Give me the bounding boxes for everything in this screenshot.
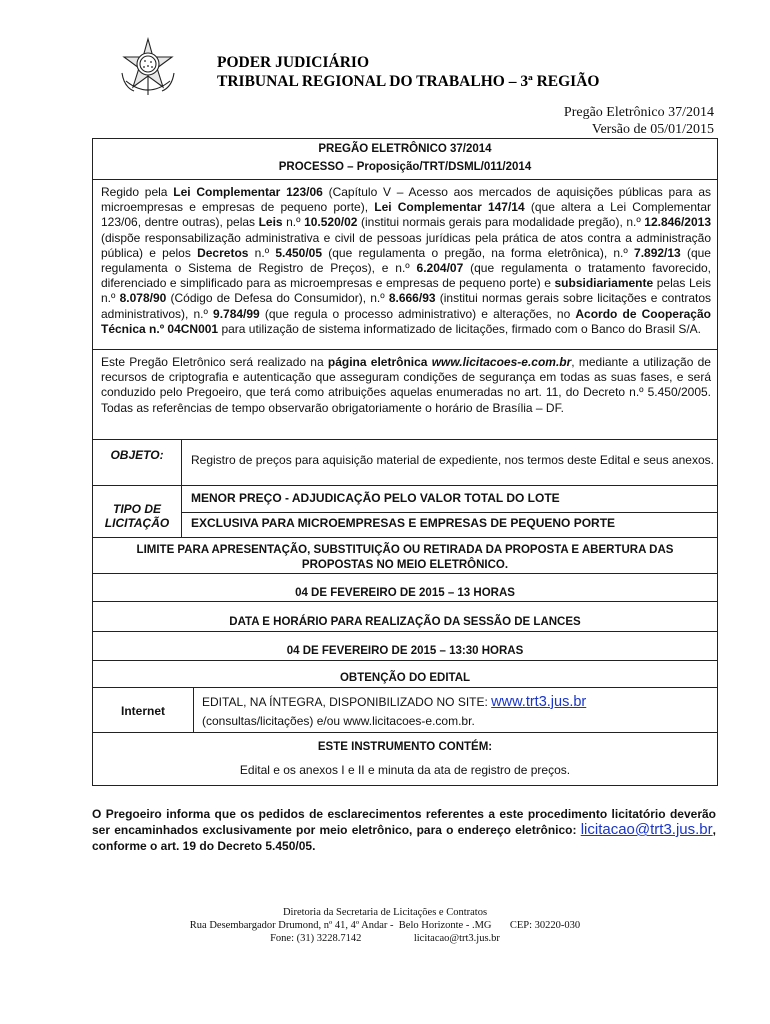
tipo-label-line-1: TIPO DE bbox=[112, 502, 161, 516]
letterhead bbox=[118, 37, 718, 97]
tipo-divider bbox=[182, 512, 717, 513]
internet-subtext: (consultas/licitações) e/ou www.licitacoes-e.com.br. bbox=[202, 714, 475, 728]
internet-text-label: EDITAL, NA ÍNTEGRA, DISPONIBILIZADO NO SITE: bbox=[202, 695, 492, 709]
objeto-row bbox=[93, 439, 717, 485]
letterhead-line-2: TRIBUNAL REGIONAL DO TRABALHO – 3ª REGIÃO bbox=[217, 73, 600, 90]
footer-line-1: Diretoria da Secretaria de Licitações e Contratos bbox=[282, 907, 488, 918]
notice-tail: , conforme o art. 19 do Decreto 5.450/05. bbox=[92, 823, 716, 853]
notice-text: O Pregoeiro informa que os pedidos de esclarecimentos referentes a este procedimento licitatório deverão ser encaminhados exclusivamente por meio eletrônico, para o endereço eletrônico: bbox=[92, 807, 716, 837]
reference-line-2: Versão de 05/01/2015 bbox=[591, 122, 714, 137]
instrumento-row bbox=[93, 732, 717, 786]
session-date: 04 DE FEVEREIRO DE 2015 – 13:30 HORAS bbox=[93, 631, 717, 660]
clarification-notice bbox=[92, 806, 716, 854]
instrumento-text: Edital e os anexos I e II e minuta da ata de registro de preços. bbox=[239, 763, 571, 777]
trt3-site-link[interactable]: www.trt3.jus.br bbox=[491, 694, 587, 710]
objeto-label: OBJETO: bbox=[110, 448, 164, 462]
tipo-text-1: MENOR PREÇO - ADJUDICAÇÃO PELO VALOR TOTAL DO LOTE bbox=[191, 491, 560, 505]
obtencao-heading: OBTENÇÃO DO EDITAL bbox=[93, 660, 717, 687]
tipo-text-2: EXCLUSIVA PARA MICROEMPRESAS E EMPRESAS DE PEQUENO PORTE bbox=[191, 516, 616, 530]
tipo-label-line-2: LICITAÇÃO bbox=[104, 516, 170, 530]
label-column-divider bbox=[181, 439, 182, 537]
tipo-licitacao-row bbox=[93, 485, 717, 537]
platform-section bbox=[93, 349, 717, 439]
tipo-licitacao-label bbox=[93, 502, 181, 530]
box-title-line-2: PROCESSO – Proposição/TRT/DSML/011/2014 bbox=[278, 161, 532, 173]
proposal-date: 04 DE FEVEREIRO DE 2015 – 13 HORAS bbox=[93, 573, 717, 601]
box-title-line-1: PREGÃO ELETRÔNICO 37/2014 bbox=[318, 143, 492, 155]
letterhead-title bbox=[217, 53, 599, 91]
internet-label: Internet bbox=[120, 704, 165, 718]
coat-of-arms-icon bbox=[118, 37, 178, 97]
limite-line-2: PROPOSTAS NO MEIO ELETRÔNICO. bbox=[301, 559, 509, 571]
legal-basis-paragraph: Regido pela Lei Complementar 123/06 (Capítulo V – Acesso aos mercados de aquisições públicas para as microempresas e empresas de pequeno porte), Lei Complementar 147/14 (que altera a Lei Complementar 123/06, dentre outras), pelas Leis n.º 10.520/02 (institui normais gerais para modalidade pregão), n.º 12.846/2013 (dispõe responsabilização administrativa e civil de pessoas jurídicas pela prática de atos contra a administração pública) e pelos Decretos n.º 5.450/05 (que regulamenta o pregão, na forma eletrônica), n.º 7.892/13 (que regulamenta o Sistema de Registro de Preços), e n.º 6.204/07 (que regulamenta o tratamento favorecido, diferenciado e simplificado para as microempresas e empresas de pequeno porte) e subsidiariamente pelas Leis n.º 8.078/90 (Código de Defesa do Consumidor), n.º 8.666/93 (institui normas gerais sobre licitações e contratos administrativos), n.º 9.784/99 (que regula o processo administrativo) e alterações, no Acordo de Cooperação Técnica n.º 04CN001 para utilização de sistema informatizado de licitações, firmado com o Banco do Brasil S/A. bbox=[101, 185, 712, 336]
limite-row bbox=[93, 537, 717, 573]
internet-text bbox=[202, 694, 586, 710]
legal-basis-section bbox=[93, 179, 717, 349]
internet-row bbox=[93, 687, 717, 732]
page-footer bbox=[0, 906, 770, 945]
session-heading: DATA E HORÁRIO PARA REALIZAÇÃO DA SESSÃO DE LANCES bbox=[93, 601, 717, 631]
letterhead-line-1: PODER JUDICIÁRIO bbox=[217, 54, 369, 71]
internet-divider bbox=[193, 688, 194, 733]
footer-address: Rua Desembargador Drumond, nº 41, 4º Andar - Belo Horizonte - .MG CEP: 30220-030 bbox=[189, 920, 581, 931]
email-link[interactable]: licitacao@trt3.jus.br bbox=[580, 821, 713, 838]
edital-summary-box bbox=[92, 138, 718, 786]
box-title bbox=[93, 139, 717, 179]
reference-line-1: Pregão Eletrônico 37/2014 bbox=[563, 105, 714, 120]
objeto-text: Registro de preços para aquisição material de expediente, nos termos deste Edital e seus anexos. bbox=[191, 453, 714, 467]
platform-paragraph: Este Pregão Eletrônico será realizado na página eletrônica www.licitacoes-e.com.br, mediante a utilização de recursos de criptografia e autenticação que asseguram condições de segurança em todas as suas fases, e será conduzido pelo Pregoeiro, que terá como atribuições aquelas enumeradas no art. 11, do Decreto n.º 5.450/2005. Todas as referências de tempo observarão obrigatoriamente o horário de Brasília – DF. bbox=[101, 355, 711, 415]
instrumento-heading: ESTE INSTRUMENTO CONTÉM: bbox=[317, 741, 493, 753]
limite-line-1: LIMITE PARA APRESENTAÇÃO, SUBSTITUIÇÃO OU RETIRADA DA PROPOSTA E ABERTURA DAS bbox=[136, 544, 674, 556]
footer-contact: Fone: (31) 3228.7142 licitacao@trt3.jus.br bbox=[270, 933, 500, 944]
document-reference bbox=[564, 104, 714, 138]
